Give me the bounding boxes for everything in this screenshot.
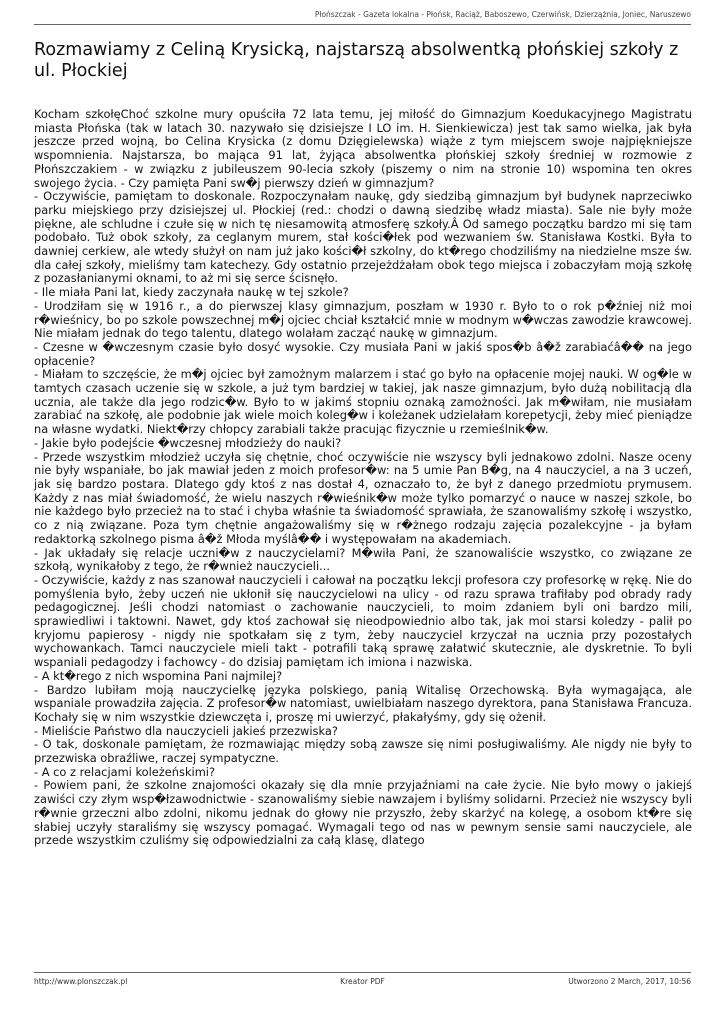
article-question: - Ile miała Pani lat, kiedy zaczynała naukę w tej szkole? [34,285,349,300]
footer-url-link[interactable]: http://www.plonszczak.pl [34,977,128,986]
article-paragraph: - Przede wszystkim młodzież uczyła się chętnie, choć oczywiście nie wszyscy byli jednakowo zdolni. Nasze oceny nie były wspaniałe, bo jak mawiał jeden z moich profesor�w: na 5 umie Pan B�g, na 4 nauczyciel, a na 3 uczeń, jak się bardzo postara. Dlatego gdy ktoś z nas dostał 4, oznaczało to, że był z danego przedmiotu prymusem. Każdy z nas miał świadomość, że wielu naszych r�wieśnik�w może tylko pomarzyć o nauce w naszej szkole, bo nie każdego było przecież na to stać i chyba właśnie ta świadomość sprawiała, że szanowaliśmy szkołę i wszystko, co z nią związane. Poza tym chętnie angażowaliśmy się w r�żnego rodzaju zajęcia pozalekcyjne - ja byłam redaktorką szkolnego pisma â�ž Młoda myślâ�� i występowałam na akademiach. [34,449,692,546]
article-paragraph: - O tak, doskonale pamiętam, że rozmawiając między sobą zawsze się nimi posługiwaliśmy. Ale nigdy nie były to przezwiska obraźliwe, raczej sympatyczne. [34,737,692,766]
footer-created-date: Utworzono 2 March, 2017, 10:56 [568,977,691,986]
article-title: Rozmawiamy z Celiną Krysicką, najstarszą absolwentką płońskiej szkoły z ul. Płockiej [34,40,679,81]
article-question: - Jakie było podejście �wczesnej młodzieży do nauki? [34,435,342,450]
article-question: - Jak układały się relacje uczni�w z nauczycielami? M�wiła Pani, że szanowaliście wszystko, co związane ze szkołą, wynikałoby z tego, że r�wnież nauczycieli... [34,545,692,574]
article-paragraph: - Urodziłam się w 1916 r., a do pierwszej klasy gimnazjum, poszłam w 1930 r. Było to o rok p�źniej niż moi r�wieśnicy, bo po szkole powszechnej m�j ojciec chciał kształcić mnie w modnym w�wczas zawodzie krawcowej. Nie miałam jednak do tego talentu, dlatego wolałam zacząć naukę w gimnazjum. [34,298,692,341]
article-paragraph: - Oczywiście, pamiętam to doskonale. Rozpoczynałam naukę, gdy siedzibą gimnazjum był budynek naprzeciwko parku miejskiego przy dzisiejszej ul. Płockiej (red.: chodzi o dawną siedzibę władz miasta). Sale nie były może piękne, ale schludne i czułe się w nich tę niesamowitą atmosferę szkoły.Â Od samego początku bardzo mi się tam podobało. Tuż obok szkoły, za ceglanym murem, stał kości�łek pod wezwaniem św. Stanisława Kostki. Była to dawniej cerkiew, ale wtedy służył on nam już jako kości�ł szkolny, do kt�rego chodziliśmy na niedzielne msze św. dla całej szkoły, mieliśmy tam katechezy. Gdy ostatnio przejeżdżałam obok tego miejsca i zobaczyłam moją szkołę z pozasłanianymi oknami, to aż mi się serce ścisnęło. [34,189,692,286]
article-question: - A co z relacjami koleżeńskimi? [34,764,216,779]
article-question: - Mieliście Państwo dla nauczycieli jakieś przezwiska? [34,723,338,738]
article-paragraph: Kocham szkołęChoć szkolne mury opuściła 72 lata temu, jej miłość do Gimnazjum Koedukacyjnego Magistratu miasta Płońska (tak w latach 30. nazywało się dzisiejsze I LO im. H. Sienkiewicza) jest tak samo wielka, jak była jeszcze przed wojną, bo Celina Krysicka (z domu Dzięgielewska) wiąże z tym miejscem swoje najpiękniejsze wspomnienia. Najstarsza, bo mająca 91 lat, żyjąca absolwentka płońskiej szkoły średniej w rozmowie z Płońszczakiem - w związku z jubileuszem 90-lecia szkoły (piszemy o nim na stronie 10) wspomina ten okres swojego życia. - Czy pamięta Pani sw�j pierwszy dzień w gimnazjum? [34,107,692,190]
article-paragraph: - Oczywiście, każdy z nas szanował nauczycieli i całował na początku lekcji profesora czy profesorkę w rękę. Nie do pomyślenia było, żeby uczeń nie ukłonił się nauczycielowi na ulicy - od razu sprawa trafiłaby pod obrady rady pedagogicznej. Jeśli chodzi natomiast o zachowanie nauczycieli, to moim zdaniem byli oni bardzo mili, sprawiedliwi i taktowni. Nawet, gdy ktoś zachował się nieodpowiednio albo tak, jak moi starsi koledzy - palił po kryjomu papierosy - nigdy nie spotkałam się z tym, żeby nauczyciel krzyczał na ucznia przy pozostałych wychowankach. Tamci nauczyciele mieli takt - potrafili taką sprawę załatwić skutecznie, ale dyskretnie. To byli wspaniali pedagodzy i fachowcy - do dzisiaj pamiętam ich imiona i nazwiska. [34,572,692,670]
footer-divider [34,972,691,973]
article-paragraph: - Powiem pani, że szkolne znajomości okazały się dla mnie przyjaźniami na całe życie. Nie było mowy o jakiejś zawiści czy złym wsp�łzawodnictwie - szanowaliśmy siebie nawzajem i byliśmy solidarni. Przecież nie wszyscy byli r�wnie grzeczni albo zdolni, nikomu jednak do głowy nie przyszło, żeby skarżyć na kolegę, a osobom kt�re się słabiej uczyły staraliśmy się wszyscy pomagać. Wymagali tego od nas w pewnym sensie sami nauczyciele, ale przede wszystkim czuliśmy się odpowiedzialni za całą klasę, dlatego [34,778,692,848]
article-question: - A kt�rego z nich wspomina Pani najmilej? [34,668,283,683]
header-divider [34,24,691,25]
site-header-line: Płońszczak - Gazeta lokalna - Płońsk, Raciąż, Baboszewo, Czerwińsk, Dzierzążnia, Joniec, Naruszewo [314,10,691,19]
article-question: - Czesne w �wczesnym czasie było dosyć wysokie. Czy musiała Pani w jakiś spos�b â�ž zarabiaćâ�� na jego opłacenie? [34,339,692,368]
article-paragraph: - Bardzo lubiłam moją nauczycielkę języka polskiego, panią Witalisę Orzechowską. Była wymagająca, ale wspaniale prowadziła zajęcia. Z profesor�w natomiast, uwielbiałam naszego dyrektora, pana Stanisława Francuza. Kochały się w nim wszystkie dziewczęta i, proszę mi uwierzyć, płakałyśmy, gdy się ożenił. [34,682,692,724]
article-paragraph: - Miałam to szczęście, że m�j ojciec był zamożnym malarzem i stać go było na opłacenie mojej nauki. W og�le w tamtych czasach uczenie się w szkole, a już tym bardziej w takiej, jak nasze gimnazjum, było dużą nobilitacją dla ucznia, ale także dla jego rodzic�w. Było to w jakimś stopniu oznaką zamożności. Jak m�wiłam, nie musiałam zarabiać na szkołę, ale podobnie jak wiele moich koleg�w i koleżanek udzielałam korepetycji, żeby mieć pieniądze na własne wydatki. Niekt�rzy chłopcy zarabiali także pracując fizycznie u rzemieślnik�w. [34,367,692,437]
footer-generator: Kreator PDF [340,977,385,986]
article-body [34,108,692,848]
